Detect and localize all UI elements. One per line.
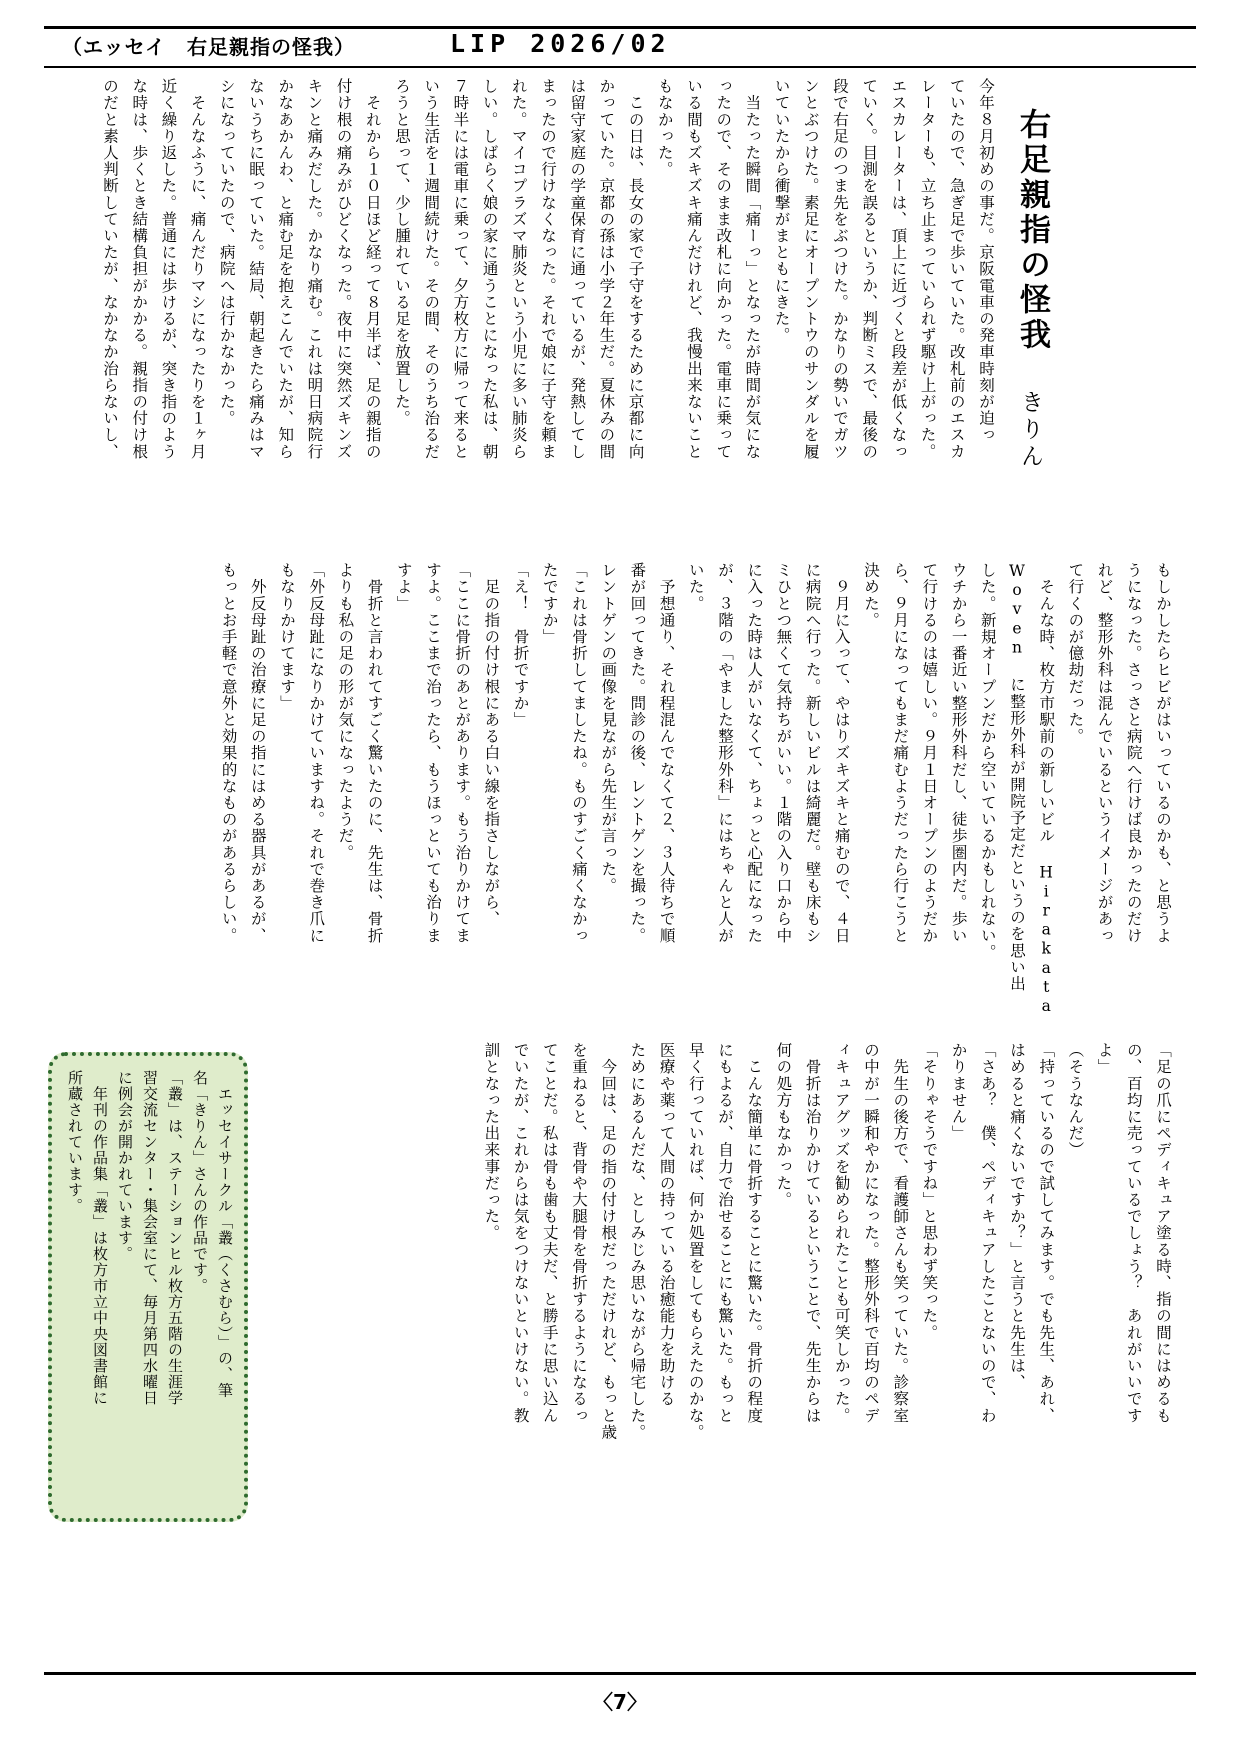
body-column: て行けるのは嬉しい。９月１日オープンのようだか <box>920 562 939 944</box>
body-column: それから１０日ほど経って８月半ば、足の親指の <box>363 78 382 460</box>
body-column: すよ」 <box>394 562 413 612</box>
body-column: 当たった瞬間「痛ーっ」となったが時間が気にな <box>743 78 762 460</box>
circle-info-text <box>62 1070 234 1508</box>
body-column: レントゲンの画像を見ながら先生が言った。 <box>599 562 618 894</box>
body-column: こんな簡単に骨折することに驚いた。骨折の程度 <box>745 1042 764 1424</box>
body-column: ていく。目測を誤るというか、判断ミスで、最後の <box>860 78 879 460</box>
body-column: キンと痛みだした。かなり痛む。これは明日病院行 <box>305 78 324 460</box>
body-column: ミひとつ無くて気持ちがいい。１階の入り口から中 <box>774 562 793 944</box>
body-column: そんな時、枚方市駅前の新しいビル Hirakata <box>1037 562 1056 1017</box>
body-column: のだと素人判断していたが、なかなか治らないし、 <box>101 78 119 460</box>
body-column: うになった。さっさと病院へ行けば良かったのだけ <box>1124 562 1143 944</box>
body-column: 早く行っていれば、何か処置をしてもらえたのかな。 <box>686 1042 705 1441</box>
body-column: 「足の爪にペディキュア塗る時、指の間にはめるも <box>1154 1042 1172 1424</box>
circle-info-line: エッセイサークル「叢（くさむら）」の、筆 <box>216 1070 234 1399</box>
body-column: 骨折と言われてすごく驚いたのに、先生は、骨折 <box>365 562 384 944</box>
body-column: たですか」 <box>540 562 559 645</box>
page-number: 〈7〉 <box>593 1690 647 1714</box>
body-column: が、３階の「やました整形外科」にはちゃんと人が <box>716 562 734 944</box>
body-column: 「ここに骨折のあとがあります。もう治りかけてま <box>453 562 472 944</box>
body-column: の、百均に売っているでしょう？ あれがいいです <box>1124 1042 1143 1424</box>
body-column: いう生活を１週間続けた。その間、そのうち治るだ <box>422 78 441 460</box>
body-column: ためにあるんだな、としみじみ思いながら帰宅した。 <box>628 1042 647 1441</box>
body-column: 「持っているので試してみます。でも先生、あれ、 <box>1037 1042 1056 1424</box>
body-column: れど、整形外科は混んでいるというイメージがあっ <box>1095 562 1114 944</box>
body-column: 予想通り、それ程混んでなくて２、３人待ちで順 <box>657 562 676 944</box>
body-column: 骨折は治りかけているということで、先生からは <box>803 1042 822 1424</box>
body-column: にもよるが、自力で治せることにも驚いた。もっと <box>716 1042 734 1424</box>
body-column: に入った時は人がいなくて、ちょっと心配になった <box>745 562 764 944</box>
body-column: 今年８月初めの事だ。京阪電車の発車時刻が迫っ <box>977 78 995 444</box>
body-column: に病院へ行った。新しいビルは綺麗だ。壁も床もシ <box>803 562 822 944</box>
circle-info-line: 習交流センター・集会室にて、毎月第四水曜日 <box>141 1070 159 1406</box>
body-column: 「外反母趾になりかけていますね。それで巻き爪に <box>307 562 326 944</box>
circle-info-line: 「叢」は、ステーションヒル枚方五階の生涯学 <box>166 1070 184 1406</box>
body-column: そんなふうに、痛んだりマシになったりを１ヶ月 <box>188 78 207 460</box>
body-column: はめると痛くないですか？」と言うと先生は、 <box>1008 1042 1026 1391</box>
body-column: 訓となった出来事だった。 <box>482 1042 501 1242</box>
body-column: かなあかんわ、と痛む足を抱えこんでいたが、知ら <box>276 78 295 460</box>
body-column: ンとぶつけた。素足にオープントウのサンダルを履 <box>801 78 820 460</box>
footer-rule <box>44 1672 1196 1675</box>
body-column: ていたので、急ぎ足で歩いていた。改札前のエスカ <box>947 78 966 460</box>
circle-info-line: 年刊の作品集「叢」は枚方市立中央図書館に <box>91 1070 109 1406</box>
body-column: 付け根の痛みがひどくなった。夜中に突然ズキンズ <box>334 78 353 460</box>
body-column: ウチから一番近い整形外科だし、徒歩圏内だ。歩い <box>949 562 968 944</box>
body-column: ィキュアグッズを勧められたことも可笑しかった。 <box>832 1042 851 1424</box>
body-column: ら、９月になってもまだ痛むようだったら行こうと <box>891 562 910 944</box>
body-column: もなりかけてます」 <box>278 562 296 712</box>
circle-info-line: 所蔵されています。 <box>66 1070 84 1214</box>
circle-info-line: に例会が開かれています。 <box>116 1070 134 1262</box>
body-column: ろうと思って、少し腫れている足を放置した。 <box>393 78 411 427</box>
body-column: かりません」 <box>949 1042 968 1142</box>
body-column: れた。マイコプラズマ肺炎という小児に多い肺炎ら <box>509 78 528 460</box>
body-column: 医療や薬って人間の持っている治癒能力を助ける <box>657 1042 676 1408</box>
body-column: よ」 <box>1095 1042 1114 1076</box>
body-column: しい。しばらく娘の家に通うことになった私は、朝 <box>480 78 499 460</box>
body-column: 「これは骨折してましたね。ものすごく痛くなかっ <box>570 562 588 944</box>
body-column: 外反母趾の治療に足の指にはめる器具があるが、 <box>248 562 267 944</box>
body-column: ないうちに眠っていた。結局、朝起きたら痛みはマ <box>247 78 265 460</box>
article-author: きりん <box>1017 390 1043 471</box>
body-column: ９月に入って、やはりズキズキと痛むので、４日 <box>832 562 851 944</box>
body-column: いる間もズキズキ痛んだけれど、我慢出来ないこと <box>685 78 703 460</box>
body-column: の中が一瞬和やかになった。整形外科で百均のペデ <box>862 1042 880 1424</box>
body-column: よりも私の足の形が気になったようだ。 <box>336 562 355 861</box>
body-column: でいたが、これからは気をつけないといけない。教 <box>511 1042 530 1424</box>
body-column: もなかった。 <box>655 78 674 178</box>
article-title: 右足親指の怪我 <box>1014 108 1050 353</box>
body-column: まったので行けなくなった。それで娘に子守を頼ま <box>539 78 557 460</box>
body-column: エスカレーターは、頂上に近づくと段差が低くなっ <box>889 78 908 460</box>
body-column: ったので、そのまま改札に向かった。電車に乗って <box>714 78 733 460</box>
body-column: いた。 <box>686 562 705 612</box>
body-column: この日は、長女の家で子守をするために京都に向 <box>626 78 645 460</box>
body-column: もっとお手軽で意外と効果的なものがあるらしい。 <box>219 562 238 944</box>
body-column: な時は、歩くとき結構負担がかかる。親指の付け根 <box>130 78 149 460</box>
body-column: いていたから衝撃がまともにきた。 <box>772 78 791 344</box>
body-column: 足の指の付け根にある白い線を指さしながら、 <box>482 562 501 928</box>
body-column: 「そりゃそうですね」と思わず笑った。 <box>920 1042 939 1341</box>
body-column: 先生の後方で、看護師さんも笑っていた。診察室 <box>891 1042 910 1424</box>
body-column: 番が回ってきた。問診の後、レントゲンを撮った。 <box>628 562 647 944</box>
header-bottom-rule <box>44 66 1196 68</box>
body-column: を重ねると、背骨や大腿骨を骨折するようになるっ <box>570 1042 588 1424</box>
body-column: 段で右足のつま先をぶつけた。かなりの勢いでガツ <box>831 78 849 460</box>
body-column: もしかしたらヒビがはいっているのかも、と思うよ <box>1154 562 1172 944</box>
body-column: レーターも、立ち止まっていられず駆け上がった。 <box>918 78 937 460</box>
body-column: は留守家庭の学童保育に通っているが、発熱してし <box>568 78 587 460</box>
body-column: （そうなんだ） <box>1066 1042 1085 1159</box>
header-issue-label: LIP 2026/02 <box>450 29 671 58</box>
circle-info-line: 名「きりん」さんの作品です。 <box>191 1070 209 1294</box>
body-column: すよ。ここまで治ったら、もうほっといても治りま <box>424 562 442 944</box>
header-essay-tag: （エッセイ 右足親指の怪我） <box>62 35 355 59</box>
body-column: てことだ。私は骨も歯も丈夫だ、と勝手に思い込ん <box>540 1042 559 1424</box>
body-column: した。新規オープンだから空いているかもしれない。 <box>978 562 997 961</box>
body-column: 決めた。 <box>862 562 880 629</box>
body-column: 近く繰り返した。普通には歩けるが、突き指のよう <box>159 78 178 460</box>
body-column: シになっていたので、病院へは行かなかった。 <box>217 78 236 427</box>
body-column: 「え！ 骨折ですか」 <box>511 562 530 728</box>
body-column: て行くのが億劫だった。 <box>1066 562 1085 745</box>
body-column: 何の処方もなかった。 <box>774 1042 793 1208</box>
body-column: Woven に整形外科が開院予定だというのを思い出 <box>1008 562 1026 992</box>
circle-info-box <box>48 1052 248 1522</box>
body-column: ７時半には電車に乗って、夕方枚方に帰って来ると <box>451 78 470 460</box>
body-column: 今回は、足の指の付け根だっただけれど、もっと歳 <box>599 1042 618 1441</box>
body-column: 「さあ？ 僕、ペディキュアしたことないので、わ <box>978 1042 997 1424</box>
body-column: かっていた。京都の孫は小学２年生だ。夏休みの間 <box>597 78 616 460</box>
